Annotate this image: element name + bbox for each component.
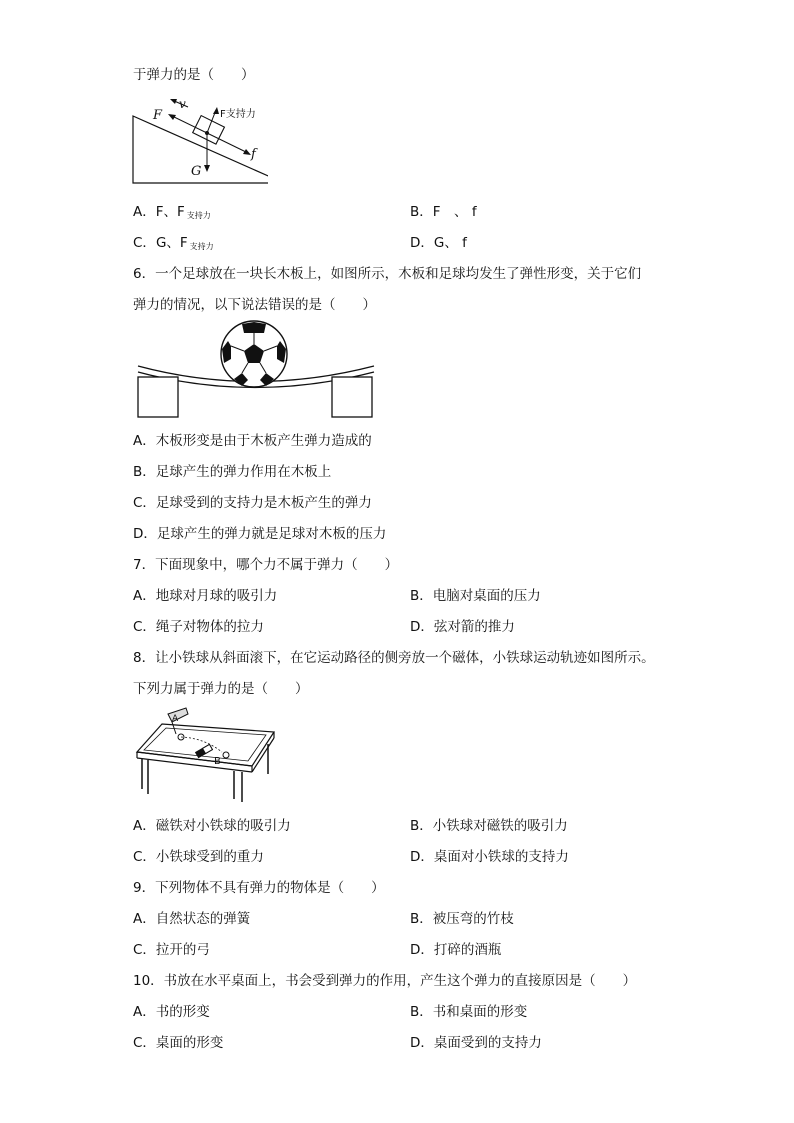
q6-option-d[interactable]: D．足球产生的弹力就是足球对木板的压力 xyxy=(133,526,387,542)
q5-option-c-main: G、F xyxy=(155,235,188,251)
q8-option-c[interactable]: C．小铁球受到的重力 xyxy=(133,849,264,865)
football-on-board-diagram xyxy=(134,319,380,421)
q6-option-b[interactable]: B．足球产生的弹力作用在木板上 xyxy=(133,464,332,480)
label-G: G xyxy=(191,164,202,179)
magnet-ball-table-diagram xyxy=(134,704,276,804)
q8-option-b[interactable]: B．小铁球对磁铁的吸引力 xyxy=(410,818,568,834)
right-support xyxy=(332,377,372,417)
q5-option-b[interactable]: B．F 、 f xyxy=(410,204,477,220)
q5-option-a[interactable] xyxy=(133,203,211,225)
q5-stem-tail: 于弹力的是（ ） xyxy=(133,67,255,83)
q5-option-c[interactable] xyxy=(133,234,214,256)
q7-stem: 7．下面现象中，哪个力不属于弹力（ ） xyxy=(133,557,399,573)
q7-option-b[interactable]: B．电脑对桌面的压力 xyxy=(410,588,541,604)
q5-option-a-main: F、F xyxy=(155,204,185,220)
q10-option-b[interactable]: B．书和桌面的形变 xyxy=(410,1004,528,1020)
q8-option-a[interactable]: A．磁铁对小铁球的吸引力 xyxy=(133,818,291,834)
label-v: v xyxy=(179,97,186,111)
left-support xyxy=(138,377,178,417)
table-top xyxy=(137,724,274,766)
q8-stem-line1: 8．让小铁球从斜面滚下，在它运动路径的侧旁放一个磁体，小铁球运动轨迹如图所示。 xyxy=(133,650,655,666)
q10-option-d[interactable]: D．桌面受到的支持力 xyxy=(410,1035,542,1051)
q6-stem-line2: 弹力的情况，以下说法错误的是（ ） xyxy=(133,297,376,313)
q5-option-d[interactable]: D．G、 f xyxy=(410,235,467,251)
football xyxy=(221,321,287,387)
q6-option-c[interactable]: C．足球受到的支持力是木板产生的弹力 xyxy=(133,495,372,511)
label-point-a: A xyxy=(172,714,179,724)
q8-stem-line2: 下列力属于弹力的是（ ） xyxy=(133,681,309,697)
q9-stem: 9．下列物体不具有弹力的物体是（ ） xyxy=(133,880,385,896)
q5-option-c-sub: 支持力 xyxy=(189,242,214,251)
q10-stem: 10．书放在水平桌面上，书会受到弹力的作用，产生这个弹力的直接原因是（ ） xyxy=(133,973,637,989)
label-f: f xyxy=(251,147,256,162)
q8-option-d[interactable]: D．桌面对小铁球的支持力 xyxy=(410,849,569,865)
q9-option-b[interactable]: B．被压弯的竹枝 xyxy=(410,911,514,927)
q10-option-a[interactable]: A．书的形变 xyxy=(133,1004,210,1020)
q7-option-d[interactable]: D．弦对箭的推力 xyxy=(410,619,515,635)
q5-option-c-prefix: C． xyxy=(133,235,156,251)
q9-option-a[interactable]: A．自然状态的弹簧 xyxy=(133,911,251,927)
q7-option-c[interactable]: C．绳子对物体的拉力 xyxy=(133,619,264,635)
q9-option-d[interactable]: D．打碎的酒瓶 xyxy=(410,942,502,958)
q5-option-a-prefix: A． xyxy=(133,204,156,220)
label-F: F xyxy=(153,108,163,123)
q6-option-a[interactable]: A．木板形变是由于木板产生弹力造成的 xyxy=(133,433,372,449)
label-F-support: F支持力 xyxy=(220,109,256,120)
ball-end xyxy=(223,752,229,758)
q7-option-a[interactable]: A．地球对月球的吸引力 xyxy=(133,588,278,604)
q5-option-a-sub: 支持力 xyxy=(186,211,211,220)
label-point-b: B xyxy=(214,756,221,767)
q9-option-c[interactable]: C．拉开的弓 xyxy=(133,942,210,958)
q6-stem-line1: 6．一个足球放在一块长木板上，如图所示，木板和足球均发生了弹性形变，关于它们 xyxy=(133,266,642,282)
q10-option-c[interactable]: C．桌面的形变 xyxy=(133,1035,224,1051)
